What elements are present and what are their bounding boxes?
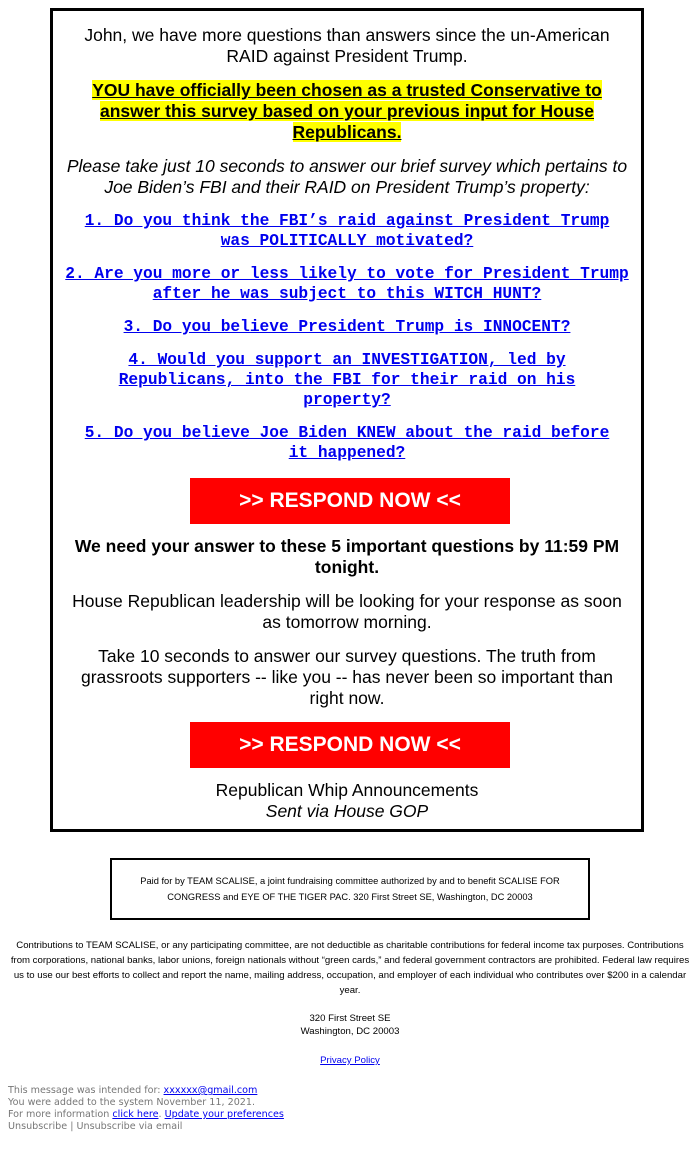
survey-lead-text: Please take just 10 seconds to answer our brief survey which pertains to Joe Biden’s FBI and their RAID on President Trump’s property:	[66, 156, 628, 197]
footer-intended-line	[8, 1085, 284, 1097]
privacy-policy-link[interactable]: Privacy Policy	[320, 1055, 380, 1066]
intended-prefix: This message was intended for:	[8, 1085, 164, 1096]
highlight-span: YOU have officially been chosen as a trusted Conservative to answer this survey based on your previous input for House Republicans.	[92, 80, 602, 142]
mailing-address	[0, 1012, 700, 1038]
recipient-email-link[interactable]: xxxxxx@gmail.com	[163, 1085, 258, 1096]
signature	[53, 780, 641, 822]
deadline-text: We need your answer to these 5 important questions by 11:59 PM tonight.	[74, 536, 620, 577]
sent-via: Sent via House GOP	[265, 801, 429, 821]
survey-question-2-link[interactable]: 2. Are you more or less likely to vote for President Trump after he was subject to this WITCH HUNT?	[65, 265, 629, 303]
unsubscribe-separator: |	[67, 1121, 77, 1132]
privacy-policy-row	[0, 1054, 700, 1067]
contribution-disclaimer: Contributions to TEAM SCALISE, or any participating committee, are not deductible as charitable contributions for federal income tax purposes. Contributions from corporations, national banks, labor unions, foreign nationals without “green cards,” and federal government contractors are prohibited. Federal law requires us to use our best efforts to collect and report the name, mailing address, occupation, and employer of each individual who contributes over $200 in a calendar year.	[10, 940, 690, 996]
address-line-1: 320 First Street SE	[309, 1013, 391, 1024]
survey-question-4-link[interactable]: 4. Would you support an INVESTIGATION, led by Republicans, into the FBI for their raid on his property?	[118, 351, 576, 409]
footer-unsubscribe-line	[8, 1121, 284, 1133]
survey-question-1-link[interactable]: 1. Do you think the FBI’s raid against President Trump was POLITICALLY motivated?	[84, 212, 610, 250]
update-preferences-link[interactable]: Update your preferences	[164, 1109, 284, 1120]
unsubscribe-via-email-link[interactable]: Unsubscribe via email	[76, 1121, 183, 1132]
footer-added-line: You were added to the system November 11, 2021.	[8, 1097, 256, 1108]
signature-name: Republican Whip Announcements	[215, 780, 479, 800]
click-here-link[interactable]: click here	[112, 1109, 159, 1120]
paid-for-text: Paid for by TEAM SCALISE, a joint fundraising committee authorized by and to benefit SCALISE FOR CONGRESS and EYE OF THE TIGER PAC. 320 First Street SE, Washington, DC 20003	[140, 876, 560, 902]
survey-question-3-link[interactable]: 3. Do you believe President Trump is INNOCENT?	[123, 318, 571, 336]
address-line-2: Washington, DC 20003	[300, 1026, 400, 1037]
unsubscribe-link[interactable]: Unsubscribe	[8, 1121, 68, 1132]
more-info-prefix: For more information	[8, 1109, 113, 1120]
intro-text: John, we have more questions than answers since the un-American RAID against President Trump.	[84, 25, 610, 66]
leadership-paragraph: House Republican leadership will be looking for your response as soon as tomorrow morning.	[72, 591, 622, 632]
email-footer	[8, 1085, 284, 1133]
email-main-box	[50, 8, 644, 832]
survey-question-5-link[interactable]: 5. Do you believe Joe Biden KNEW about the raid before it happened?	[84, 424, 610, 462]
respond-now-button-bottom[interactable]: >> RESPOND NOW <<	[190, 722, 510, 768]
more-info-separator: .	[158, 1109, 165, 1120]
footer-more-info-line	[8, 1109, 284, 1121]
respond-now-button-top[interactable]: >> RESPOND NOW <<	[190, 478, 510, 524]
highlight-text	[53, 80, 641, 143]
grassroots-paragraph: Take 10 seconds to answer our survey questions. The truth from grassroots supporters -- like you -- has never been so important than right now.	[80, 646, 614, 708]
paid-for-box	[110, 858, 590, 920]
